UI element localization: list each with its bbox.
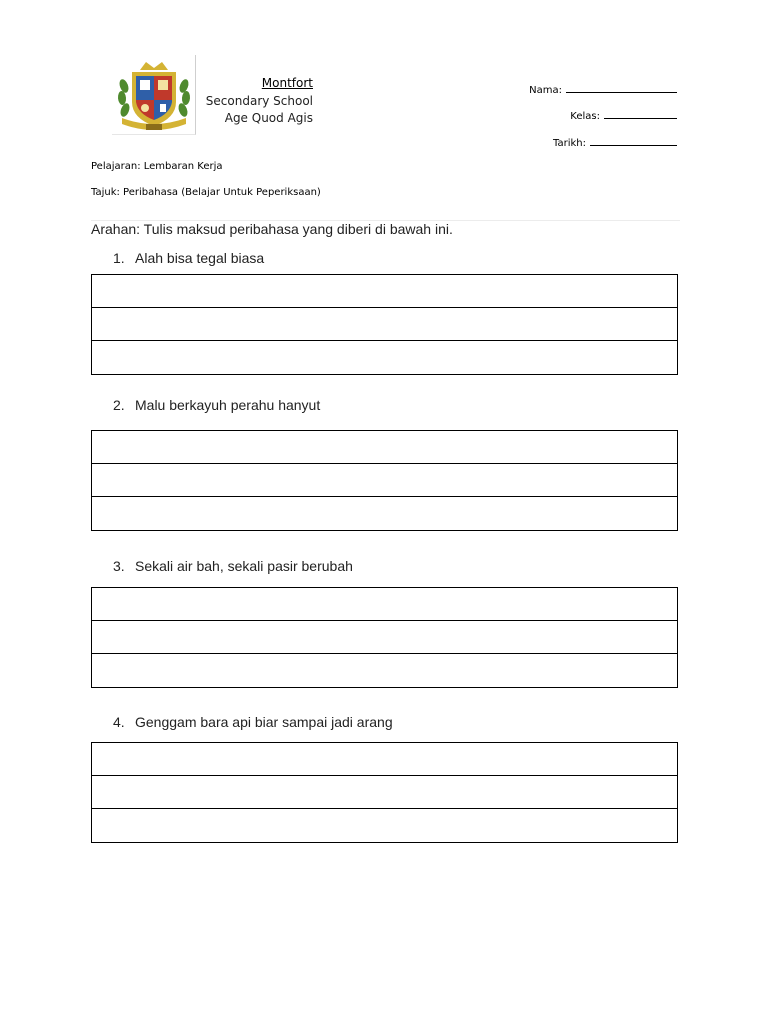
question-2 bbox=[113, 397, 320, 413]
question-number: 3. bbox=[113, 558, 125, 574]
kelas-label: Kelas: bbox=[570, 111, 600, 122]
question-text: Genggam bara api biar sampai jadi arang bbox=[135, 714, 393, 730]
question-number: 4. bbox=[113, 714, 125, 730]
kelas-field[interactable] bbox=[570, 108, 677, 122]
answer-line[interactable] bbox=[92, 743, 677, 776]
answer-line[interactable] bbox=[92, 497, 677, 530]
answer-line[interactable] bbox=[92, 621, 677, 654]
subject-line: Pelajaran: Lembaran Kerja bbox=[91, 161, 223, 172]
question-4 bbox=[113, 714, 393, 730]
question-1 bbox=[113, 250, 264, 266]
tarikh-label: Tarikh: bbox=[553, 138, 586, 149]
answer-line[interactable] bbox=[92, 776, 677, 809]
question-3 bbox=[113, 558, 353, 574]
tarikh-input-line[interactable] bbox=[590, 135, 677, 146]
nama-field[interactable] bbox=[529, 82, 677, 96]
answer-box-4[interactable] bbox=[91, 742, 678, 843]
school-name: Montfort bbox=[261, 76, 313, 90]
answer-box-2[interactable] bbox=[91, 430, 678, 531]
question-text: Malu berkayuh perahu hanyut bbox=[135, 397, 321, 413]
answer-line[interactable] bbox=[92, 341, 677, 374]
school-logo bbox=[112, 55, 196, 135]
school-motto: Age Quod Agis bbox=[224, 111, 313, 125]
tarikh-field[interactable] bbox=[553, 135, 677, 149]
school-type: Secondary School bbox=[205, 93, 313, 108]
answer-line[interactable] bbox=[92, 588, 677, 621]
answer-box-1[interactable] bbox=[91, 274, 678, 375]
topic-line: Tajuk: Peribahasa (Belajar Untuk Peperiksaan) bbox=[91, 187, 321, 198]
instruction-text: Arahan: Tulis maksud peribahasa yang diberi di bawah ini. bbox=[91, 221, 453, 237]
answer-line[interactable] bbox=[92, 464, 677, 497]
question-text: Alah bisa tegal biasa bbox=[135, 250, 265, 266]
school-crest-icon bbox=[116, 58, 192, 132]
answer-line[interactable] bbox=[92, 308, 677, 341]
answer-line[interactable] bbox=[92, 431, 677, 464]
answer-line[interactable] bbox=[92, 809, 677, 842]
answer-line[interactable] bbox=[92, 275, 677, 308]
question-number: 1. bbox=[113, 250, 125, 266]
answer-line[interactable] bbox=[92, 654, 677, 687]
question-number: 2. bbox=[113, 397, 125, 413]
answer-box-3[interactable] bbox=[91, 587, 678, 688]
nama-input-line[interactable] bbox=[566, 82, 677, 93]
nama-label: Nama: bbox=[529, 85, 562, 96]
question-text: Sekali air bah, sekali pasir berubah bbox=[135, 558, 353, 574]
school-header bbox=[200, 75, 313, 128]
kelas-input-line[interactable] bbox=[604, 108, 677, 119]
